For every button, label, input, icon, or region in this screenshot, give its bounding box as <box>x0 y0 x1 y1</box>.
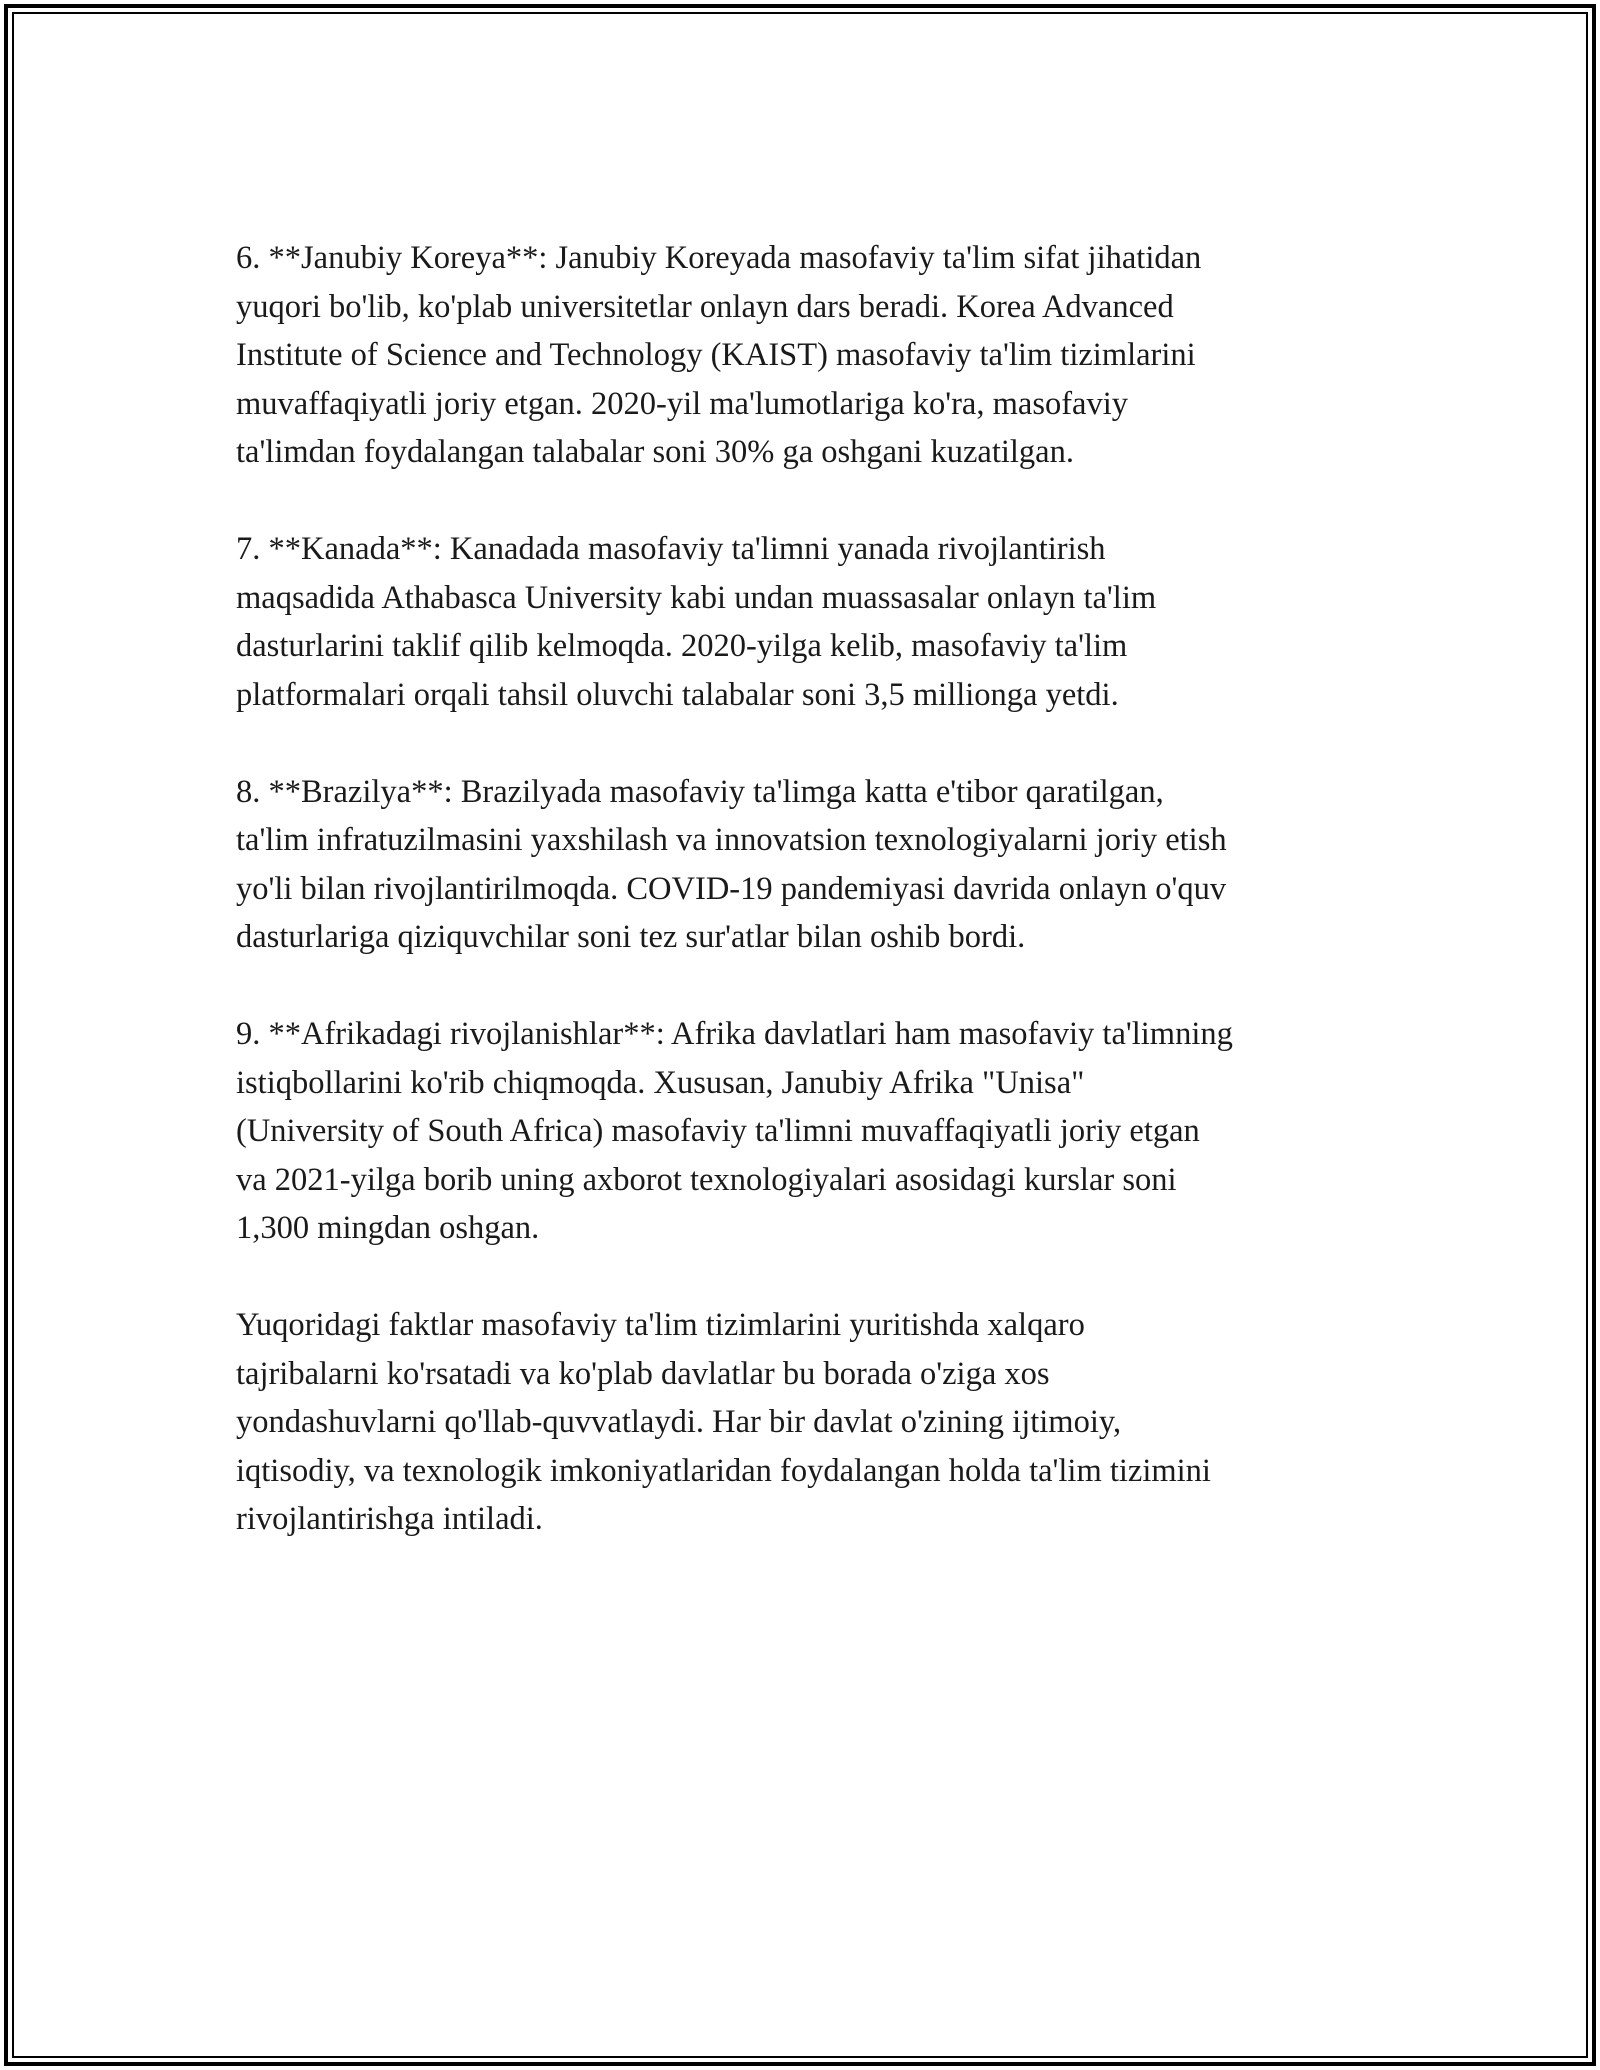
text-line: Institute of Science and Technology (KAIST) masofaviy ta'lim tizimlarini <box>236 337 1196 373</box>
text-line: (University of South Africa) masofaviy ta'limni muvaffaqiyatli joriy etgan <box>236 1113 1200 1149</box>
paragraph-africa <box>236 1010 1386 1253</box>
text-line: rivojlantirishga intiladi. <box>236 1501 543 1537</box>
text-line: platformalari orqali tahsil oluvchi talabalar soni 3,5 millionga yetdi. <box>236 676 1119 713</box>
text-line: tajribalarni ko'rsatadi va ko'plab davlatlar bu borada o'ziga xos <box>236 1355 1050 1392</box>
text-line: 7. **Kanada**: Kanadada masofaviy ta'limni yanada rivojlantirish <box>236 531 1106 567</box>
text-line: muvaffaqiyatli joriy etgan. 2020-yil ma'lumotlariga ko'ra, masofaviy <box>236 385 1128 422</box>
text-line: Yuqoridagi faktlar masofaviy ta'lim tizimlarini yuritishda xalqaro <box>236 1307 1085 1343</box>
document-body <box>236 234 1386 1592</box>
text-line: iqtisodiy, va texnologik imkoniyatlaridan foydalangan holda ta'lim tizimini <box>236 1452 1211 1489</box>
paragraph-brazil <box>236 768 1386 962</box>
text-line: ta'lim infratuzilmasini yaxshilash va innovatsion texnologiyalarni joriy etish <box>236 822 1227 858</box>
text-line: 1,300 mingdan oshgan. <box>236 1210 540 1246</box>
text-line: yo'li bilan rivojlantirilmoqda. COVID-19 pandemiyasi davrida onlayn o'quv <box>236 870 1227 907</box>
text-line: 9. **Afrikadagi rivojlanishlar**: Afrika davlatlari ham masofaviy ta'limning <box>236 1016 1233 1052</box>
text-line: 6. **Janubiy Koreya**: Janubiy Koreyada masofaviy ta'lim sifat jihatidan <box>236 240 1202 276</box>
text-line: dasturlariga qiziquvchilar soni tez sur'atlar bilan oshib bordi. <box>236 919 1026 955</box>
text-line: dasturlarini taklif qilib kelmoqda. 2020-yilga kelib, masofaviy ta'lim <box>236 628 1128 664</box>
text-line: istiqbollarini ko'rib chiqmoqda. Xususan, Janubiy Afrika "Unisa" <box>236 1064 1085 1101</box>
paragraph-south-korea <box>236 234 1386 477</box>
text-line: yondashuvlarni qo'llab-quvvatlaydi. Har bir davlat o'zining ijtimoiy, <box>236 1404 1122 1440</box>
text-line: va 2021-yilga borib uning axborot texnologiyalari asosidagi kurslar soni <box>236 1161 1177 1198</box>
text-line: maqsadida Athabasca University kabi undan muassasalar onlayn ta'lim <box>236 579 1157 616</box>
text-line: ta'limdan foydalangan talabalar soni 30% ga oshgani kuzatilgan. <box>236 434 1074 470</box>
paragraph-conclusion <box>236 1301 1386 1544</box>
text-line: 8. **Brazilya**: Brazilyada masofaviy ta'limga katta e'tibor qaratilgan, <box>236 773 1164 810</box>
paragraph-canada <box>236 525 1386 719</box>
text-line: yuqori bo'lib, ko'plab universitetlar onlayn dars beradi. Korea Advanced <box>236 288 1174 325</box>
